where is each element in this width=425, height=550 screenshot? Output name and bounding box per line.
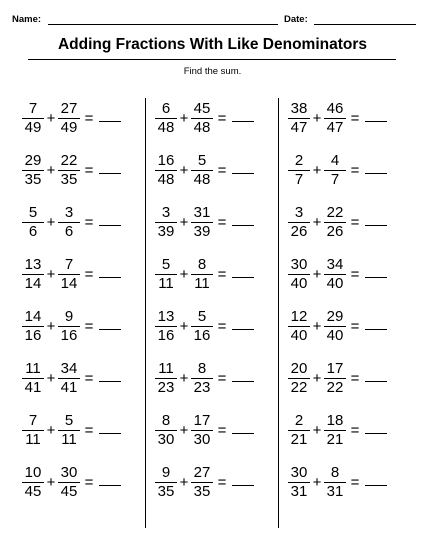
equals-sign: = [84, 421, 94, 439]
header-row [12, 12, 416, 28]
denominator: 47 [290, 118, 308, 136]
denominator: 16 [157, 326, 175, 344]
numerator: 8 [197, 359, 207, 377]
answer-blank[interactable] [365, 329, 387, 330]
fraction-addend-2 [191, 361, 213, 396]
denominator: 35 [60, 170, 78, 188]
numerator: 10 [24, 463, 42, 481]
answer-blank[interactable] [232, 485, 254, 486]
denominator: 48 [157, 170, 175, 188]
numerator: 34 [60, 359, 78, 377]
numerator: 46 [326, 99, 344, 117]
fraction-addend-1 [22, 361, 44, 396]
plus-sign: + [46, 473, 56, 491]
denominator: 22 [290, 378, 308, 396]
denominator: 21 [326, 430, 344, 448]
plus-sign: + [312, 213, 322, 231]
numerator: 11 [158, 359, 174, 377]
fraction-addend-1 [288, 257, 310, 292]
numerator: 29 [326, 307, 344, 325]
fraction-addend-2 [191, 101, 213, 136]
fraction-addend-2 [58, 257, 80, 292]
denominator: 41 [60, 378, 78, 396]
fraction-addend-1 [155, 257, 177, 292]
denominator: 14 [60, 274, 78, 292]
denominator: 21 [290, 430, 308, 448]
equals-sign: = [84, 317, 94, 335]
plus-sign: + [46, 421, 56, 439]
denominator: 30 [193, 430, 211, 448]
fraction-addend-2 [324, 205, 346, 240]
denominator: 47 [326, 118, 344, 136]
denominator: 26 [326, 222, 344, 240]
equals-sign: = [217, 265, 227, 283]
denominator: 35 [24, 170, 42, 188]
fraction-addend-2 [191, 309, 213, 344]
name-answer-line[interactable] [48, 24, 278, 25]
fraction-addend-2 [58, 101, 80, 136]
fraction-addend-2 [191, 205, 213, 240]
equals-sign: = [217, 161, 227, 179]
problem-item [288, 462, 387, 502]
numerator: 34 [326, 255, 344, 273]
equals-sign: = [217, 473, 227, 491]
denominator: 30 [157, 430, 175, 448]
answer-blank[interactable] [232, 381, 254, 382]
problem-item [22, 98, 121, 138]
numerator: 17 [326, 359, 344, 377]
numerator: 27 [193, 463, 211, 481]
plus-sign: + [312, 369, 322, 387]
plus-sign: + [179, 369, 189, 387]
denominator: 6 [28, 222, 38, 240]
denominator: 49 [60, 118, 78, 136]
fraction-addend-2 [58, 309, 80, 344]
equals-sign: = [350, 213, 360, 231]
numerator: 7 [64, 255, 74, 273]
fraction-addend-2 [324, 101, 346, 136]
title-divider [28, 59, 396, 60]
denominator: 23 [157, 378, 175, 396]
equals-sign: = [84, 161, 94, 179]
plus-sign: + [46, 109, 56, 127]
answer-blank[interactable] [365, 277, 387, 278]
fraction-addend-1 [155, 153, 177, 188]
problem-item [288, 150, 387, 190]
problem-item [22, 150, 121, 190]
fraction-addend-1 [155, 101, 177, 136]
problem-item [22, 462, 121, 502]
numerator: 5 [28, 203, 38, 221]
problem-item [155, 306, 254, 346]
plus-sign: + [312, 421, 322, 439]
fraction-addend-1 [155, 413, 177, 448]
equals-sign: = [350, 473, 360, 491]
problem-item [288, 202, 387, 242]
date-label: Date: [284, 14, 308, 25]
numerator: 13 [157, 307, 175, 325]
numerator: 22 [326, 203, 344, 221]
equals-sign: = [217, 421, 227, 439]
numerator: 11 [25, 359, 41, 377]
fraction-addend-1 [288, 309, 310, 344]
numerator: 7 [28, 99, 38, 117]
denominator: 35 [157, 482, 175, 500]
numerator: 38 [290, 99, 308, 117]
fraction-addend-2 [191, 465, 213, 500]
numerator: 27 [60, 99, 78, 117]
plus-sign: + [46, 161, 56, 179]
denominator: 11 [25, 430, 41, 448]
fraction-addend-2 [191, 257, 213, 292]
fraction-addend-1 [155, 309, 177, 344]
problem-item [22, 254, 121, 294]
fraction-addend-2 [58, 205, 80, 240]
fraction-addend-1 [288, 465, 310, 500]
problem-item [155, 358, 254, 398]
plus-sign: + [312, 473, 322, 491]
answer-blank[interactable] [232, 277, 254, 278]
fraction-addend-1 [22, 309, 44, 344]
numerator: 14 [24, 307, 42, 325]
problem-item [155, 202, 254, 242]
answer-blank[interactable] [365, 225, 387, 226]
numerator: 30 [290, 255, 308, 273]
problem-item [288, 98, 387, 138]
problem-item [155, 410, 254, 450]
answer-blank[interactable] [232, 173, 254, 174]
answer-blank[interactable] [365, 173, 387, 174]
denominator: 7 [330, 170, 340, 188]
denominator: 26 [290, 222, 308, 240]
fraction-addend-1 [288, 361, 310, 396]
denominator: 35 [193, 482, 211, 500]
equals-sign: = [84, 369, 94, 387]
problem-item [155, 254, 254, 294]
fraction-addend-1 [22, 205, 44, 240]
answer-blank[interactable] [99, 485, 121, 486]
numerator: 2 [294, 151, 304, 169]
denominator: 49 [24, 118, 42, 136]
numerator: 30 [290, 463, 308, 481]
problem-item [288, 306, 387, 346]
fraction-addend-2 [324, 361, 346, 396]
problem-item [155, 462, 254, 502]
fraction-addend-2 [58, 361, 80, 396]
problem-item [288, 410, 387, 450]
denominator: 45 [24, 482, 42, 500]
numerator: 12 [290, 307, 308, 325]
answer-blank[interactable] [365, 381, 387, 382]
numerator: 31 [193, 203, 211, 221]
fraction-addend-1 [288, 153, 310, 188]
fraction-addend-1 [288, 413, 310, 448]
answer-blank[interactable] [232, 433, 254, 434]
denominator: 11 [61, 430, 77, 448]
numerator: 3 [64, 203, 74, 221]
fraction-addend-1 [155, 465, 177, 500]
fraction-addend-1 [155, 205, 177, 240]
equals-sign: = [84, 265, 94, 283]
denominator: 22 [326, 378, 344, 396]
equals-sign: = [84, 473, 94, 491]
instruction-text: Find the sum. [183, 66, 242, 77]
numerator: 16 [157, 151, 175, 169]
denominator: 40 [290, 274, 308, 292]
numerator: 6 [161, 99, 171, 117]
denominator: 45 [60, 482, 78, 500]
numerator: 22 [60, 151, 78, 169]
denominator: 40 [326, 326, 344, 344]
fraction-addend-1 [22, 153, 44, 188]
equals-sign: = [217, 317, 227, 335]
fraction-addend-2 [324, 413, 346, 448]
denominator: 40 [290, 326, 308, 344]
column-divider-2 [278, 98, 279, 528]
fraction-addend-2 [191, 153, 213, 188]
answer-blank[interactable] [232, 329, 254, 330]
numerator: 5 [64, 411, 74, 429]
denominator: 16 [193, 326, 211, 344]
answer-blank[interactable] [365, 433, 387, 434]
numerator: 8 [197, 255, 207, 273]
equals-sign: = [84, 213, 94, 231]
fraction-addend-2 [58, 153, 80, 188]
answer-blank[interactable] [365, 121, 387, 122]
plus-sign: + [312, 317, 322, 335]
fraction-addend-1 [22, 257, 44, 292]
plus-sign: + [179, 473, 189, 491]
plus-sign: + [312, 161, 322, 179]
denominator: 40 [326, 274, 344, 292]
fraction-addend-1 [288, 205, 310, 240]
fraction-addend-2 [191, 413, 213, 448]
plus-sign: + [179, 421, 189, 439]
problem-item [155, 150, 254, 190]
problem-item [22, 202, 121, 242]
equals-sign: = [84, 109, 94, 127]
equals-sign: = [217, 213, 227, 231]
answer-blank[interactable] [99, 121, 121, 122]
denominator: 7 [294, 170, 304, 188]
equals-sign: = [217, 369, 227, 387]
plus-sign: + [179, 317, 189, 335]
problem-item [288, 254, 387, 294]
denominator: 48 [193, 170, 211, 188]
plus-sign: + [312, 109, 322, 127]
numerator: 9 [161, 463, 171, 481]
denominator: 39 [157, 222, 175, 240]
plus-sign: + [179, 109, 189, 127]
fraction-addend-2 [58, 465, 80, 500]
equals-sign: = [350, 317, 360, 335]
worksheet-title: Adding Fractions With Like Denominators [57, 36, 368, 53]
numerator: 5 [161, 255, 171, 273]
equals-sign: = [350, 265, 360, 283]
denominator: 11 [194, 274, 210, 292]
denominator: 16 [60, 326, 78, 344]
numerator: 5 [197, 307, 207, 325]
answer-blank[interactable] [99, 381, 121, 382]
problem-item [155, 98, 254, 138]
column-divider-1 [145, 98, 146, 528]
plus-sign: + [179, 213, 189, 231]
denominator: 41 [24, 378, 42, 396]
date-answer-line[interactable] [314, 24, 416, 25]
problem-item [22, 358, 121, 398]
numerator: 3 [161, 203, 171, 221]
equals-sign: = [217, 109, 227, 127]
numerator: 29 [24, 151, 42, 169]
numerator: 8 [330, 463, 340, 481]
problem-item [288, 358, 387, 398]
plus-sign: + [46, 265, 56, 283]
problem-item [22, 410, 121, 450]
plus-sign: + [46, 369, 56, 387]
numerator: 2 [294, 411, 304, 429]
numerator: 20 [290, 359, 308, 377]
answer-blank[interactable] [99, 277, 121, 278]
fraction-addend-2 [324, 465, 346, 500]
denominator: 11 [158, 274, 174, 292]
fraction-addend-2 [324, 257, 346, 292]
denominator: 39 [193, 222, 211, 240]
denominator: 14 [24, 274, 42, 292]
plus-sign: + [46, 317, 56, 335]
fraction-addend-2 [58, 413, 80, 448]
answer-blank[interactable] [232, 121, 254, 122]
numerator: 4 [330, 151, 340, 169]
equals-sign: = [350, 109, 360, 127]
problem-item [22, 306, 121, 346]
numerator: 8 [161, 411, 171, 429]
fraction-addend-1 [22, 413, 44, 448]
answer-blank[interactable] [99, 329, 121, 330]
numerator: 13 [24, 255, 42, 273]
denominator: 6 [64, 222, 74, 240]
fraction-addend-1 [155, 361, 177, 396]
answer-blank[interactable] [99, 173, 121, 174]
fraction-addend-1 [22, 465, 44, 500]
numerator: 45 [193, 99, 211, 117]
numerator: 30 [60, 463, 78, 481]
plus-sign: + [312, 265, 322, 283]
equals-sign: = [350, 369, 360, 387]
plus-sign: + [179, 265, 189, 283]
fraction-addend-2 [324, 309, 346, 344]
name-label: Name: [12, 14, 42, 25]
plus-sign: + [46, 213, 56, 231]
answer-blank[interactable] [99, 225, 121, 226]
numerator: 5 [197, 151, 207, 169]
answer-blank[interactable] [99, 433, 121, 434]
denominator: 31 [290, 482, 308, 500]
denominator: 16 [24, 326, 42, 344]
fraction-addend-2 [324, 153, 346, 188]
answer-blank[interactable] [232, 225, 254, 226]
denominator: 48 [157, 118, 175, 136]
plus-sign: + [179, 161, 189, 179]
denominator: 23 [193, 378, 211, 396]
numerator: 9 [64, 307, 74, 325]
fraction-addend-1 [288, 101, 310, 136]
answer-blank[interactable] [365, 485, 387, 486]
numerator: 3 [294, 203, 304, 221]
denominator: 31 [326, 482, 344, 500]
denominator: 48 [193, 118, 211, 136]
numerator: 7 [28, 411, 38, 429]
equals-sign: = [350, 421, 360, 439]
numerator: 18 [326, 411, 344, 429]
numerator: 17 [193, 411, 211, 429]
fraction-addend-1 [22, 101, 44, 136]
equals-sign: = [350, 161, 360, 179]
